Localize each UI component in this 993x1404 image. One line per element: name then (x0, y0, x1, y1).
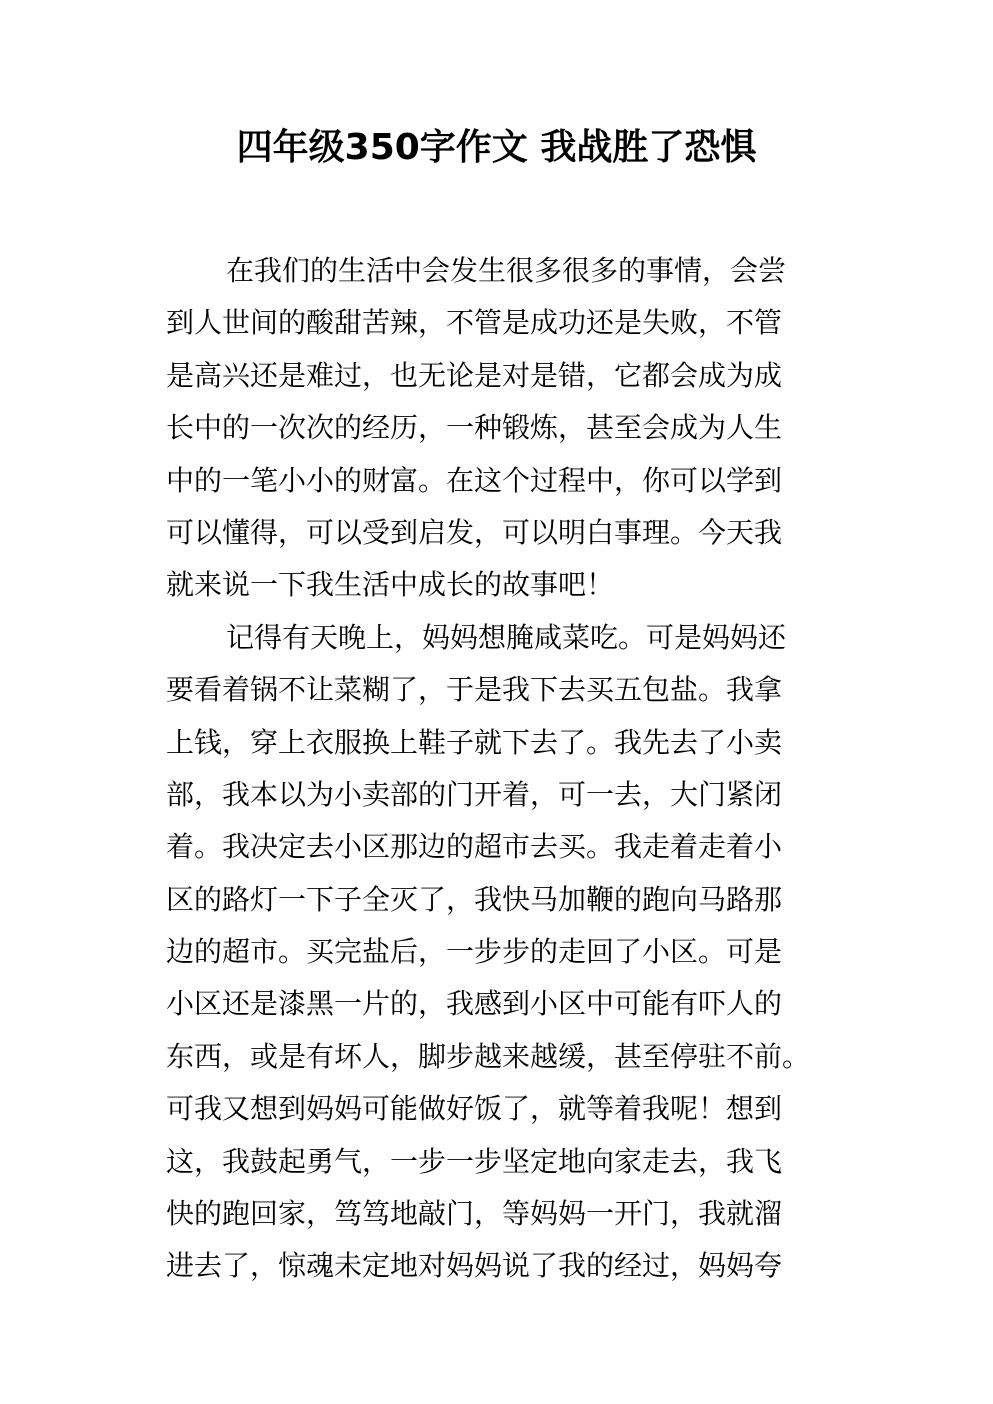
body-line: 可以懂得，可以受到启发，可以明白事理。今天我 (166, 515, 783, 549)
document-body (166, 245, 846, 1293)
body-line: 到人世间的酸甜苦辣，不管是成功还是失败，不管 (166, 306, 783, 340)
body-line: 着。我决定去小区那边的超市去买。我走着走着小 (166, 830, 783, 864)
body-line: 记得有天晚上，妈妈想腌咸菜吃。可是妈妈还 (226, 620, 787, 654)
body-line: 这，我鼓起勇气，一步一步坚定地向家走去，我飞 (166, 1144, 783, 1178)
body-line: 就来说一下我生活中成长的故事吧！ (166, 568, 615, 602)
body-line: 快的跑回家，笃笃地敲门，等妈妈一开门，我就溜 (166, 1197, 783, 1231)
body-line: 进去了，惊魂未定地对妈妈说了我的经过，妈妈夸 (166, 1249, 783, 1283)
body-line: 边的超市。买完盐后，一步步的走回了小区。可是 (166, 935, 783, 969)
body-line: 区的路灯一下子全灭了，我快马加鞭的跑向马路那 (166, 882, 783, 916)
body-line: 可我又想到妈妈可能做好饭了，就等着我呢！想到 (166, 1092, 783, 1126)
body-line: 在我们的生活中会发生很多很多的事情，会尝 (226, 254, 787, 287)
body-line: 长中的一次次的经历，一种锻炼，甚至会成为人生 (166, 411, 783, 445)
document-title: 四年级350字作文 我战胜了恐惧 (236, 127, 757, 168)
body-line: 东西，或是有坏人，脚步越来越缓，甚至停驻不前。 (166, 1039, 811, 1073)
body-line: 上钱，穿上衣服换上鞋子就下去了。我先去了小卖 (166, 725, 783, 759)
body-line: 要看着锅不让菜糊了，于是我下去买五包盐。我拿 (166, 673, 783, 707)
body-line: 小区还是漆黑一片的，我感到小区中可能有吓人的 (166, 987, 783, 1021)
body-line: 中的一笔小小的财富。在这个过程中，你可以学到 (166, 463, 783, 497)
body-line: 部，我本以为小卖部的门开着，可一去，大门紧闭 (166, 777, 783, 811)
body-line: 是高兴还是难过，也无论是对是错，它都会成为成 (166, 358, 783, 392)
